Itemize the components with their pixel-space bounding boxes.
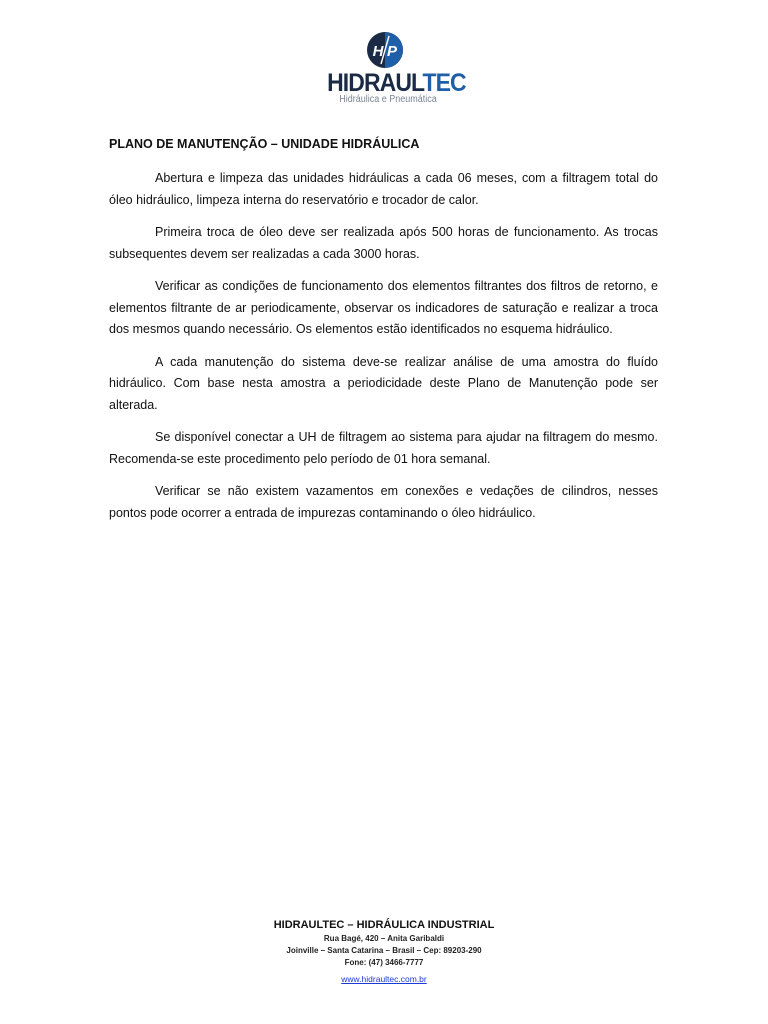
paragraph-filtration-unit: Se disponível conectar a UH de filtragem ao sistema para ajudar na filtragem do mesmo. Recomenda-se este procedimento pelo período de 01 hora semanal.: [109, 430, 658, 466]
document-body: [109, 136, 658, 535]
logo-wordmark-main: HIDRAUL: [327, 69, 423, 97]
footer-company-name: HIDRAULTEC – HIDRÁULICA INDUSTRIAL: [273, 919, 495, 931]
logo-wordmark-accent: TEC: [422, 69, 466, 97]
company-logo: [322, 30, 466, 110]
footer-website-link[interactable]: www.hidraultec.com.br: [341, 974, 427, 984]
footer-address: Rua Bagé, 420 – Anita Garibaldi: [323, 934, 445, 943]
footer-phone: Fone: (47) 3466-7777: [344, 958, 424, 967]
logo-monogram-icon: [366, 30, 404, 70]
logo-monogram-h: H: [372, 43, 384, 60]
logo-monogram-p: P: [386, 43, 398, 60]
paragraph-leak-check: Verificar se não existem vazamentos em conexões e vedações de cilindros, nesses pontos pode ocorrer a entrada de impurezas contaminando o óleo hidráulico.: [109, 484, 658, 520]
footer-city: Joinville – Santa Catarina – Brasil – Cep: 89203-290: [286, 946, 482, 955]
paragraph-oil-change: Primeira troca de óleo deve ser realizada após 500 horas de funcionamento. As trocas subsequentes devem ser realizadas a cada 3000 horas.: [109, 225, 658, 261]
logo-wordmark: [327, 69, 466, 97]
paragraph-filters: Verificar as condições de funcionamento dos elementos filtrantes dos filtros de retorno, e elementos filtrante de ar periodicamente, observar os indicadores de saturação e realizar a troca dos mesmos quando necessário. Os elementos estão identificados no esquema hidráulico.: [109, 279, 658, 336]
page-footer: [184, 918, 584, 987]
paragraph-fluid-analysis: A cada manutenção do sistema deve-se realizar análise de uma amostra do fluído hidráulico. Com base nesta amostra a periodicidade deste Plano de Manutenção pode ser alterada.: [109, 354, 658, 412]
document-title: PLANO DE MANUTENÇÃO – UNIDADE HIDRÁULICA: [109, 137, 420, 151]
paragraph-cleaning: Abertura e limpeza das unidades hidráulicas a cada 06 meses, com a filtragem total do óleo hidráulico, limpeza interna do reservatório e trocador de calor.: [109, 171, 658, 207]
logo-tagline: Hidráulica e Pneumática: [339, 94, 437, 105]
